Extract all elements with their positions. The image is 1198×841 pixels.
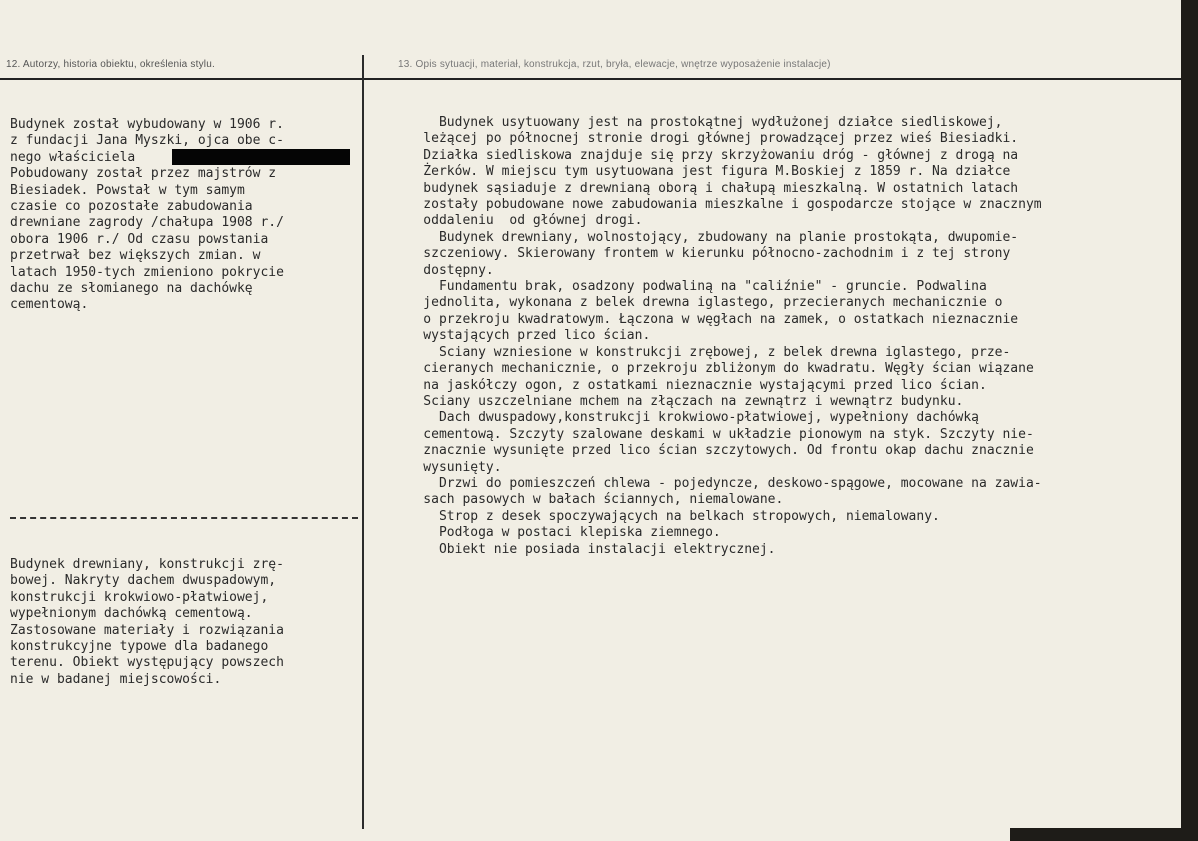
column-divider — [362, 55, 364, 829]
header-divider — [0, 78, 1181, 80]
scan-edge-right — [1181, 0, 1198, 841]
history-text: Budynek został wybudowany w 1906 r. z fundacji Jana Myszki, ojca obe c- nego właściciela Pobudowany został przez majstrów z Biesiadek. Powstał w tym samym czasie co pozostałe zabudowania drewniane zagrody /chałupa 1908 r./ obora 1906 r./ Od czasu powstania przetrwał bez większych zmian. w latach 1950-tych zmieniono pokrycie dachu ze słomianego na dachówkę cementową. — [10, 117, 284, 313]
style-text: Budynek drewniany, konstrukcji zrę- bowej. Nakryty dachem dwuspadowym, konstrukcji krokwiowo-płatwiowej, wypełnionym dachówką cementową. Zastosowane materiały i rozwiązania konstrukcyjne typowe dla badanego terenu. Obiekt występujący powszech nie w badanej miejscowości. — [10, 557, 284, 687]
redaction-bar — [172, 149, 350, 165]
dashed-separator — [10, 517, 358, 519]
description-text: Budynek usytuowany jest na prostokątnej wydłużonej działce siedliskowej, leżącej po północnej stronie drogi głównej prowadzącej przez wieś Biesiadki. Działka siedliskowa znajduje się przy skrzyżowaniu dróg - głównej z drogą na Żerków. W miejscu tym usytuowana jest figura M.Boskiej z 1859 r. Na działce budynek sąsiaduje z drewnianą oborą i chałupą mieszkalną. W ostatnich latach zostały pobudowane nowe zabudowania mieszkalne i gospodarcze stojące w znacznym oddaleniu od głównej drogi. Budynek drewniany, wolnostojący, zbudowany na planie prostokąta, dwupomie- szczeniowy. Skierowany frontem w kierunku północno-zachodnim i z tej strony dostępny. Fundamentu brak, osadzony podwaliną na "caliźnie" - gruncie. Podwalina jednolita, wykonana z belek drewna iglastego, przecieranych mechanicznie o o przekroju kwadratowym. Łączona w węgłach na zamek, o ostatkach nieznacznie wystających przed lico ścian. Sciany wzniesione w konstrukcji zrębowej, z belek drewna iglastego, prze- cieranych mechanicznie, o przekroju zbliżonym do kwadratu. Węgły ścian wiązane na jaskółczy ogon, z ostatkami nieznacznie wystającymi przed lico ścian. Sciany uszczelniane mchem na złączach na zewnątrz i wewnątrz budynku. Dach dwuspadowy,konstrukcji krokwiowo-płatwiowej, wypełniony dachówką cementową. Szczyty szalowane deskami w układzie pionowym na styk. Szczyty nie- znacznie wysunięte przed lico ścian szczytowych. Od frontu okap dachu znacznie wysunięty. Drzwi do pomieszczeń chlewa - pojedyncze, deskowo-spągowe, mocowane na zawia- sach pasowych w bałach ściannych, niemalowane. Strop z desek spoczywających na belkach stropowych, niemalowany. Podłoga w postaci klepiska ziemnego. Obiekt nie posiada instalacji elektrycznej. — [423, 115, 1042, 557]
section-13-header: 13. Opis sytuacji, materiał, konstrukcja, rzut, bryła, elewacje, wnętrze wyposażenie instalacje) — [398, 59, 831, 70]
scan-edge-bottom — [1010, 828, 1198, 841]
section-12-header: 12. Autorzy, historia obiektu, określenia stylu. — [6, 59, 215, 70]
